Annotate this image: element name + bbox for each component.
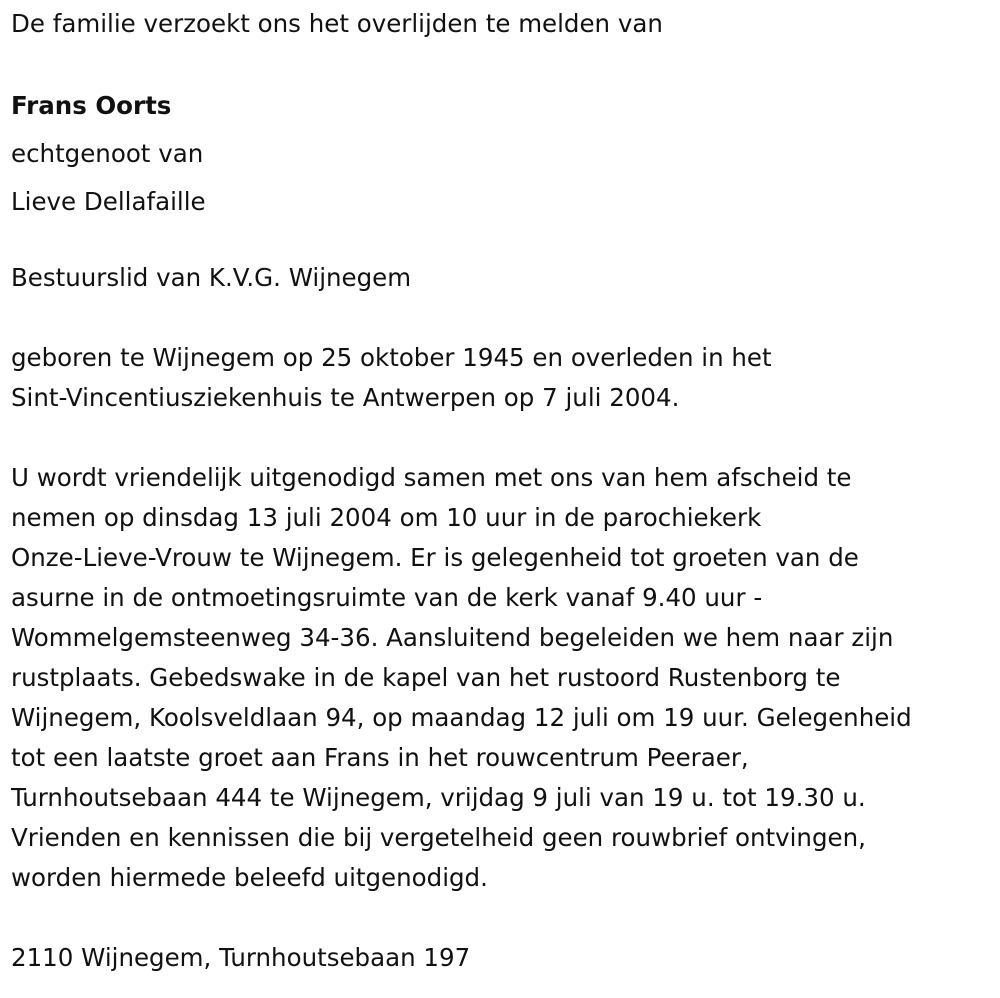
- invitation-line: Turnhoutsebaan 444 te Wijnegem, vrijdag 9 juli van 19 u. tot 19.30 u.: [11, 783, 866, 812]
- invitation-line: Wijnegem, Koolsveldlaan 94, op maandag 12 juli om 19 uur. Gelegenheid: [11, 703, 912, 732]
- invitation-line: asurne in de ontmoetingsruimte van de kerk vanaf 9.40 uur -: [11, 583, 763, 612]
- obituary-notice: [11, 4, 991, 978]
- intro-text: De familie verzoekt ons het overlijden te melden van: [11, 9, 663, 38]
- invitation-line: Wommelgemsteenweg 34-36. Aansluitend begeleiden we hem naar zijn: [11, 623, 894, 652]
- spouse-name: Lieve Dellafaille: [11, 187, 206, 216]
- invitation-line: Vrienden en kennissen die bij vergetelheid geen rouwbrief ontvingen,: [11, 823, 866, 852]
- invitation-line: tot een laatste groet aan Frans in het rouwcentrum Peeraer,: [11, 743, 749, 772]
- spacer: [11, 226, 991, 258]
- birth-death-line: Sint-Vincentiusziekenhuis te Antwerpen op 7 juli 2004.: [11, 383, 680, 412]
- role-text: Bestuurslid van K.V.G. Wijnegem: [11, 263, 412, 292]
- invitation-line: U wordt vriendelijk uitgenodigd samen met ons van hem afscheid te: [11, 463, 852, 492]
- invitation-line: Onze-Lieve-Vrouw te Wijnegem. Er is gelegenheid tot groeten van de: [11, 543, 859, 572]
- invitation-line: rustplaats. Gebedswake in de kapel van het rustoord Rustenborg te: [11, 663, 841, 692]
- spacer: [11, 298, 991, 338]
- address-text: 2110 Wijnegem, Turnhoutsebaan 197: [11, 943, 471, 972]
- invitation-line: worden hiermede beleefd uitgenodigd.: [11, 863, 488, 892]
- deceased-name: Frans Oorts: [11, 91, 172, 120]
- spacer: [11, 44, 991, 82]
- spacer: [11, 898, 991, 938]
- invitation-line: nemen op dinsdag 13 juli 2004 om 10 uur in de parochiekerk: [11, 503, 762, 532]
- relation-label: echtgenoot van: [11, 139, 204, 168]
- spacer: [11, 418, 991, 458]
- birth-death-line: geboren te Wijnegem op 25 oktober 1945 en overleden in het: [11, 343, 772, 372]
